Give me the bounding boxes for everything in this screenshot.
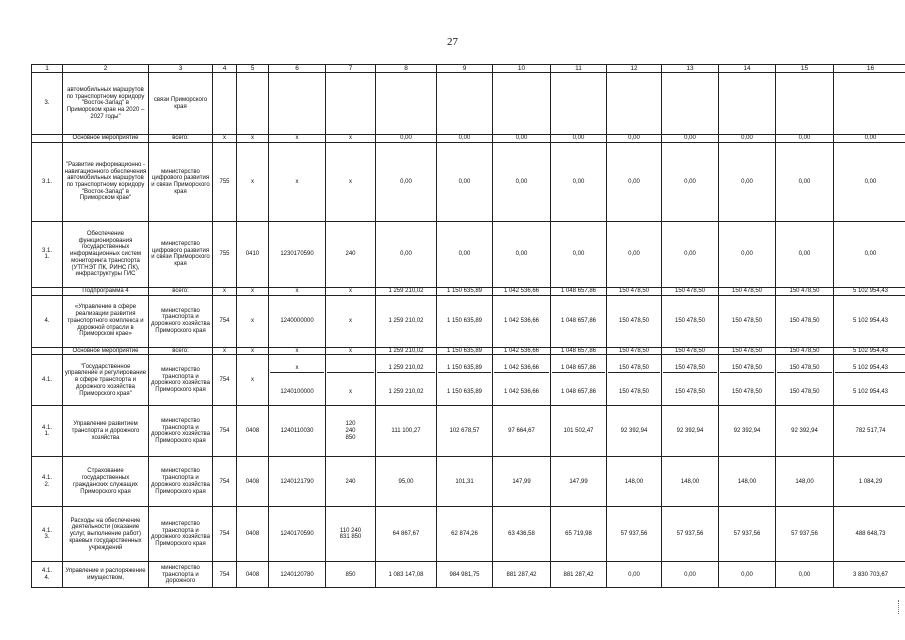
executor-cell: министерство транспорта и дорожного xyxy=(149,562,213,588)
page-number: 27 xyxy=(447,36,458,48)
executor-cell: всего: xyxy=(149,347,213,355)
row-number-cell: 4.1. 3. xyxy=(32,507,63,562)
amount-cell: 5 102 954,43 xyxy=(834,287,905,295)
header-row xyxy=(32,65,905,73)
row-number-cell: 4.1. 1. xyxy=(32,406,63,457)
amount-cell: 881 287,42 xyxy=(551,562,607,588)
amount-cell: 0,00 xyxy=(776,135,834,143)
section-code-cell: 0408 xyxy=(237,562,269,588)
grbs-code-cell: 755 xyxy=(213,221,237,287)
amount-cell: 1 259 210,02 xyxy=(376,347,437,355)
amount-cell: 147,99 xyxy=(493,457,551,507)
amount-cell: 102 678,57 xyxy=(437,406,493,457)
amount-cell: 0,00 xyxy=(662,562,719,588)
amount-cell: 0,00 xyxy=(437,142,493,221)
amount-cell xyxy=(376,355,437,406)
header-cell-4: 4 xyxy=(213,65,237,73)
amount-cell: 1 042 536,66 xyxy=(493,295,551,347)
amount-cell: 0,00 xyxy=(719,142,776,221)
amount-cell: 0,00 xyxy=(719,562,776,588)
amount-cell: 0,00 xyxy=(493,221,551,287)
amount-cell: 1 259 210,02 xyxy=(376,295,437,347)
amount-cell: 92 392,94 xyxy=(719,406,776,457)
target-article-bottom: 1240100000 xyxy=(270,372,324,396)
amount-cell: 101 502,47 xyxy=(551,406,607,457)
executor-cell: всего: xyxy=(149,135,213,143)
table-row xyxy=(32,406,905,457)
amount-bottom: 1 259 210,02 xyxy=(377,372,435,396)
grbs-code-cell: x xyxy=(213,287,237,295)
section-code-cell: x xyxy=(237,347,269,355)
expense-type-cell: 240 xyxy=(326,221,376,287)
amount-cell xyxy=(719,73,776,135)
amount-cell: 0,00 xyxy=(376,221,437,287)
row-number-cell: 3. xyxy=(32,73,63,135)
amount-cell: 3 830 703,67 xyxy=(834,562,905,588)
expense-type-cell: 240 xyxy=(326,457,376,507)
amount-cell: 150 478,50 xyxy=(719,347,776,355)
measure-name-cell: Основное мероприятие xyxy=(63,135,149,143)
amount-cell: 148,00 xyxy=(662,457,719,507)
amount-cell: 57 937,56 xyxy=(719,507,776,562)
executor-cell: всего: xyxy=(149,287,213,295)
amount-cell xyxy=(719,355,776,406)
table-row xyxy=(32,507,905,562)
target-article-cell: x xyxy=(269,347,326,355)
section-code-cell: x xyxy=(237,287,269,295)
amount-cell: 0,00 xyxy=(551,135,607,143)
row-number-cell xyxy=(32,287,63,295)
grbs-code-cell: 754 xyxy=(213,406,237,457)
amount-cell xyxy=(662,355,719,406)
header-cell-16: 16 xyxy=(834,65,905,73)
section-code-cell: 0410 xyxy=(237,221,269,287)
amount-cell xyxy=(834,355,905,406)
amount-cell: 148,00 xyxy=(607,457,662,507)
measure-name-cell: автомобильных маршрутов по транспортному коридору "Восток-Запад" в Приморском крае на 2020 – 2027 годы" xyxy=(63,73,149,135)
table-row xyxy=(32,295,905,347)
amount-bottom: 150 478,50 xyxy=(720,372,774,396)
expense-type-cell: x xyxy=(326,295,376,347)
amount-bottom: 150 478,50 xyxy=(608,372,660,396)
section-code-cell: x xyxy=(237,295,269,347)
amount-bottom: 1 048 657,86 xyxy=(552,372,605,396)
section-code-cell: 0408 xyxy=(237,457,269,507)
measure-name-cell: Обеспечение функционирования государственных информационных систем мониторинга транспорта (УТГНЭТ ПК, РИНС ПК), инфраструктуры ГИС xyxy=(63,221,149,287)
target-article-cell xyxy=(269,355,326,406)
target-article-cell: 1240110030 xyxy=(269,406,326,457)
amount-cell: 5 102 954,43 xyxy=(834,295,905,347)
table-row xyxy=(32,355,905,406)
amount-cell: 0,00 xyxy=(607,221,662,287)
amount-cell: 150 478,50 xyxy=(607,347,662,355)
expense-type-cell: 110 240 831 850 xyxy=(326,507,376,562)
header-cell-10: 10 xyxy=(493,65,551,73)
executor-cell: министерство транспорта и дорожного хозяйства Приморского края xyxy=(149,355,213,406)
measure-name-cell: Страхование государственных гражданских служащих Приморского края xyxy=(63,457,149,507)
amount-cell: 0,00 xyxy=(607,562,662,588)
amount-cell: 1 042 536,66 xyxy=(493,287,551,295)
amount-cell: 57 937,56 xyxy=(776,507,834,562)
header-cell-12: 12 xyxy=(607,65,662,73)
executor-cell: связи Приморского края xyxy=(149,73,213,135)
executor-cell: министерство цифрового развития и связи Приморского края xyxy=(149,221,213,287)
measure-name-cell: «Управление в сфере реализации развития транспортного комплекса и дорожной отрасли в Приморском крае» xyxy=(63,295,149,347)
amount-bottom: 1 150 635,89 xyxy=(438,372,491,396)
amount-cell: 1 259 210,02 xyxy=(376,287,437,295)
amount-top: 150 478,50 xyxy=(618,365,650,372)
header-cell-15: 15 xyxy=(776,65,834,73)
expense-type-cell: x xyxy=(326,287,376,295)
header-cell-8: 8 xyxy=(376,65,437,73)
amount-bottom: 150 478,50 xyxy=(663,372,717,396)
amount-cell: 0,00 xyxy=(834,142,905,221)
amount-cell: 1 150 635,89 xyxy=(437,287,493,295)
expense-type-cell xyxy=(326,73,376,135)
amount-cell: 1 048 657,86 xyxy=(551,295,607,347)
expense-type-cell: 120 240 850 xyxy=(326,406,376,457)
amount-cell: 101,31 xyxy=(437,457,493,507)
amount-cell: 1 084,29 xyxy=(834,457,905,507)
amount-top: 1 150 635,89 xyxy=(446,365,483,372)
amount-cell: 0,00 xyxy=(719,221,776,287)
table-body xyxy=(32,65,905,588)
header-cell-1: 1 xyxy=(32,65,63,73)
amount-cell: 148,00 xyxy=(776,457,834,507)
amount-top: 1 042 536,66 xyxy=(503,365,540,372)
table-row xyxy=(32,347,905,355)
measure-name-cell: "Государственное управление и регулирование в сфере транспорта и дорожного хозяйства Приморского края" xyxy=(63,355,149,406)
amount-top: 5 102 954,43 xyxy=(852,365,889,372)
amount-cell: 0,00 xyxy=(776,221,834,287)
target-article-cell: x xyxy=(269,135,326,143)
amount-cell xyxy=(607,73,662,135)
amount-cell: 65 719,98 xyxy=(551,507,607,562)
amount-cell: 0,00 xyxy=(551,142,607,221)
expense-type-cell: x xyxy=(326,135,376,143)
amount-bottom: 1 042 536,66 xyxy=(494,372,549,396)
grbs-code-cell: 754 xyxy=(213,507,237,562)
executor-cell: министерство транспорта и дорожного хозяйства Приморского края xyxy=(149,457,213,507)
amount-cell: 95,00 xyxy=(376,457,437,507)
expense-type-cell xyxy=(326,355,376,406)
amount-cell xyxy=(551,355,607,406)
executor-cell: министерство транспорта и дорожного хозяйства Приморского края xyxy=(149,295,213,347)
grbs-code-cell: 754 xyxy=(213,562,237,588)
header-cell-3: 3 xyxy=(149,65,213,73)
amount-cell xyxy=(662,73,719,135)
amount-cell: 150 478,50 xyxy=(607,287,662,295)
amount-cell: 97 664,67 xyxy=(493,406,551,457)
amount-cell: 782 517,74 xyxy=(834,406,905,457)
section-code-cell: x xyxy=(237,355,269,406)
amount-cell: 150 478,50 xyxy=(776,295,834,347)
executor-cell: министерство транспорта и дорожного хозяйства Приморского края xyxy=(149,507,213,562)
measure-name-cell: Основное мероприятие xyxy=(63,347,149,355)
grbs-code-cell: 755 xyxy=(213,142,237,221)
amount-cell: 0,00 xyxy=(551,221,607,287)
header-cell-7: 7 xyxy=(326,65,376,73)
amount-cell: 1 048 657,86 xyxy=(551,287,607,295)
amount-cell: 0,00 xyxy=(437,221,493,287)
measure-name-cell: Подпрограмма 4 xyxy=(63,287,149,295)
scan-artifact xyxy=(898,600,901,614)
row-number-cell: 4.1. 2. xyxy=(32,457,63,507)
amount-cell: 62 874,26 xyxy=(437,507,493,562)
amount-cell: 0,00 xyxy=(437,135,493,143)
amount-cell xyxy=(551,73,607,135)
expense-type-cell: 850 xyxy=(326,562,376,588)
amount-cell: 0,00 xyxy=(776,142,834,221)
target-article-cell: 1230170590 xyxy=(269,221,326,287)
amount-cell: 0,00 xyxy=(834,221,905,287)
amount-cell: 92 392,94 xyxy=(607,406,662,457)
row-number-cell xyxy=(32,347,63,355)
grbs-code-cell xyxy=(213,73,237,135)
amount-cell: 150 478,50 xyxy=(719,287,776,295)
header-cell-5: 5 xyxy=(237,65,269,73)
amount-cell: 488 648,73 xyxy=(834,507,905,562)
amount-cell: 0,00 xyxy=(662,221,719,287)
header-cell-6: 6 xyxy=(269,65,326,73)
amount-cell: 0,00 xyxy=(776,562,834,588)
amount-cell xyxy=(607,355,662,406)
executor-cell: министерство цифрового развития и связи Приморского края xyxy=(149,142,213,221)
amount-cell: 0,00 xyxy=(662,142,719,221)
target-article-cell: 1240000000 xyxy=(269,295,326,347)
section-code-cell: 0408 xyxy=(237,406,269,457)
amount-cell: 0,00 xyxy=(607,135,662,143)
header-cell-13: 13 xyxy=(662,65,719,73)
header-cell-2: 2 xyxy=(63,65,149,73)
amount-bottom: 5 102 954,43 xyxy=(835,372,905,396)
table-row xyxy=(32,562,905,588)
amount-cell: 0,00 xyxy=(834,135,905,143)
amount-cell: 92 392,94 xyxy=(776,406,834,457)
amount-cell: 150 478,50 xyxy=(776,347,834,355)
amount-cell xyxy=(834,73,905,135)
row-number-cell: 4.1. 4. xyxy=(32,562,63,588)
grbs-code-cell: x xyxy=(213,135,237,143)
target-article-cell xyxy=(269,73,326,135)
amount-cell xyxy=(376,73,437,135)
section-code-cell xyxy=(237,73,269,135)
amount-top: 150 478,50 xyxy=(789,365,820,372)
amount-cell xyxy=(437,73,493,135)
header-cell-14: 14 xyxy=(719,65,776,73)
amount-cell xyxy=(776,355,834,406)
amount-cell: 148,00 xyxy=(719,457,776,507)
amount-top: 1 259 210,02 xyxy=(388,365,424,372)
grbs-code-cell: x xyxy=(213,347,237,355)
amount-cell: 984 981,75 xyxy=(437,562,493,588)
amount-top: 1 048 657,86 xyxy=(560,365,597,372)
measure-name-cell: Управление и распоряжение имуществом, xyxy=(63,562,149,588)
amount-cell: 57 937,56 xyxy=(607,507,662,562)
amount-cell xyxy=(493,73,551,135)
amount-cell xyxy=(776,73,834,135)
target-article-cell: x xyxy=(269,142,326,221)
expense-type-cell: x xyxy=(326,142,376,221)
table-row xyxy=(32,73,905,135)
amount-cell: 0,00 xyxy=(607,142,662,221)
amount-cell: 150 478,50 xyxy=(662,347,719,355)
target-article-cell: 1240120780 xyxy=(269,562,326,588)
target-article-top: x xyxy=(295,365,299,372)
grbs-code-cell: 754 xyxy=(213,295,237,347)
row-number-cell xyxy=(32,135,63,143)
amount-cell: 0,00 xyxy=(493,135,551,143)
amount-cell: 0,00 xyxy=(719,135,776,143)
amount-cell: 1 042 536,66 xyxy=(493,347,551,355)
target-article-cell: x xyxy=(269,287,326,295)
expense-type-cell: x xyxy=(326,347,376,355)
header-cell-11: 11 xyxy=(551,65,607,73)
amount-cell: 1 150 635,89 xyxy=(437,347,493,355)
amount-cell: 57 937,56 xyxy=(662,507,719,562)
section-code-cell: x xyxy=(237,142,269,221)
amount-cell xyxy=(493,355,551,406)
amount-bottom: 150 478,50 xyxy=(777,372,832,396)
amount-cell: 64 867,67 xyxy=(376,507,437,562)
amount-cell xyxy=(437,355,493,406)
amount-cell: 150 478,50 xyxy=(607,295,662,347)
table-row xyxy=(32,457,905,507)
amount-cell: 5 102 954,43 xyxy=(834,347,905,355)
measure-name-cell: Расходы на обеспечение деятельности (оказание услуг, выполнение работ) краевых государственных учреждений xyxy=(63,507,149,562)
row-number-cell: 4. xyxy=(32,295,63,347)
amount-cell: 150 478,50 xyxy=(662,295,719,347)
amount-top: 150 478,50 xyxy=(731,365,763,372)
header-cell-9: 9 xyxy=(437,65,493,73)
amount-cell: 0,00 xyxy=(376,142,437,221)
table-row xyxy=(32,221,905,287)
amount-cell: 150 478,50 xyxy=(662,287,719,295)
executor-cell: министерство транспорта и дорожного хозяйства Приморского края xyxy=(149,406,213,457)
row-number-cell: 4.1. xyxy=(32,355,63,406)
amount-top: 150 478,50 xyxy=(674,365,706,372)
measure-name-cell: Управление развитием транспорта и дорожного хозяйства xyxy=(63,406,149,457)
amount-cell: 150 478,50 xyxy=(776,287,834,295)
amount-cell: 0,00 xyxy=(493,142,551,221)
amount-cell: 111 100,27 xyxy=(376,406,437,457)
amount-cell: 1 083 147,08 xyxy=(376,562,437,588)
row-number-cell: 3.1. xyxy=(32,142,63,221)
target-article-cell: 1240121790 xyxy=(269,457,326,507)
grbs-code-cell: 754 xyxy=(213,355,237,406)
amount-cell: 1 150 635,89 xyxy=(437,295,493,347)
target-article-cell: 1240170590 xyxy=(269,507,326,562)
amount-cell: 147,99 xyxy=(551,457,607,507)
table-row xyxy=(32,287,905,295)
section-code-cell: 0408 xyxy=(237,507,269,562)
amount-cell: 92 392,94 xyxy=(662,406,719,457)
section-code-cell: x xyxy=(237,135,269,143)
amount-cell: 63 436,58 xyxy=(493,507,551,562)
amount-cell: 150 478,50 xyxy=(719,295,776,347)
amount-cell: 1 048 657,86 xyxy=(551,347,607,355)
grbs-code-cell: 754 xyxy=(213,457,237,507)
table-row xyxy=(32,135,905,143)
amount-cell: 881 287,42 xyxy=(493,562,551,588)
table-row xyxy=(32,142,905,221)
budget-table xyxy=(31,64,905,588)
amount-cell: 0,00 xyxy=(376,135,437,143)
row-number-cell: 3.1. 1. xyxy=(32,221,63,287)
expense-type-bottom: x xyxy=(327,372,374,396)
measure-name-cell: "Развитие информационно - навигационного обеспечения автомобильных маршрутов по транспортному коридору "Восток-Запад" в Приморском крае" xyxy=(63,142,149,221)
amount-cell: 0,00 xyxy=(662,135,719,143)
